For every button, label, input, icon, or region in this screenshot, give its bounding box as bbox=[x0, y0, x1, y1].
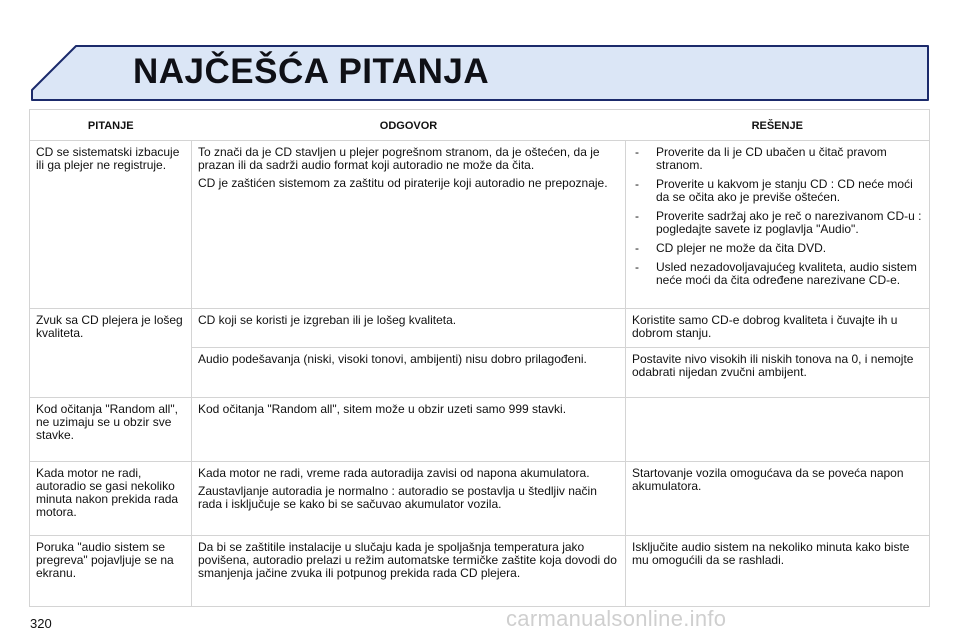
solution-cell bbox=[626, 141, 930, 309]
solution-cell: Startovanje vozila omogućava da se poveća napon akumulatora. bbox=[626, 462, 930, 536]
faq-table bbox=[29, 109, 930, 607]
solution-item: - CD plejer ne može da čita DVD. bbox=[632, 242, 923, 255]
solution-cell: Koristite samo CD-e dobrog kvaliteta i čuvajte ih u dobrom stanju. bbox=[626, 309, 930, 347]
header-solution: REŠENJE bbox=[626, 110, 930, 141]
page-title: NAJČEŠĆA PITANJA bbox=[133, 52, 490, 91]
answer-cell: Audio podešavanja (niski, visoki tonovi, ambijenti) nisu dobro prilagođeni. bbox=[192, 347, 626, 398]
answer-cell bbox=[192, 462, 626, 536]
question-cell: Zvuk sa CD plejera je lošeg kvaliteta. bbox=[30, 309, 192, 398]
watermark: carmanualsonline.info bbox=[506, 606, 727, 631]
table-row bbox=[30, 141, 930, 309]
table-row bbox=[30, 536, 930, 607]
table-row bbox=[30, 309, 930, 347]
answer-cell: CD koji se koristi je izgreban ili je lošeg kvaliteta. bbox=[192, 309, 626, 347]
question-cell: Kada motor ne radi, autoradio se gasi nekoliko minuta nakon prekida rada motora. bbox=[30, 462, 192, 536]
question-cell: Poruka "audio sistem se pregreva" pojavljuje se na ekranu. bbox=[30, 536, 192, 607]
header-answer: ODGOVOR bbox=[192, 110, 626, 141]
answer-paragraph: To znači da je CD stavljen u plejer pogrešnom stranom, da je oštećen, da je prazan ili da sadrži audio format koji autoradio ne može da čita. bbox=[198, 145, 600, 172]
table-row bbox=[30, 462, 930, 536]
solution-item: - Usled nezadovoljavajućeg kvaliteta, audio sistem neće moći da čita određene narezivane CD-e. bbox=[632, 261, 923, 287]
answer-paragraph: Zaustavljanje autoradia je normalno : autoradio se postavlja u štedljiv način rada i isključuje se kako bi se sačuvao akumulator vozila. bbox=[198, 484, 597, 512]
answer-cell bbox=[192, 141, 626, 309]
solution-cell: Postavite nivo visokih ili niskih tonova na 0, i nemojte odabrati nijedan zvučni ambijent. bbox=[626, 347, 930, 398]
question-cell: CD se sistematski izbacuje ili ga plejer ne registruje. bbox=[30, 141, 192, 309]
answer-cell: Da bi se zaštitile instalacije u slučaju kada je spoljašnja temperatura jako povišena, autoradio prelazi u režim automatske termičke zaštite koja dovodi do smanjenja jačine zvuka ili potpunog prekida rada CD plejera. bbox=[192, 536, 626, 607]
table-header-row bbox=[30, 110, 930, 141]
solution-item: - Proverite sadržaj ako je reč o narezivanom CD-u : pogledajte savete iz poglavlja "Audio". bbox=[632, 210, 923, 236]
answer-cell: Kod očitanja "Random all", sitem može u obzir uzeti samo 999 stavki. bbox=[192, 398, 626, 462]
header-question: PITANJE bbox=[30, 110, 192, 141]
table-row bbox=[30, 398, 930, 462]
solution-cell: Isključite audio sistem na nekoliko minuta kako biste mu omogućili da se rashladi. bbox=[626, 536, 930, 607]
solution-cell bbox=[626, 398, 930, 462]
solution-item: - Proverite u kakvom je stanju CD : CD neće moći da se očita ako je previše oštećen. bbox=[632, 178, 923, 204]
solution-list bbox=[632, 146, 923, 287]
answer-paragraph: CD je zaštićen sistemom za zaštitu od piraterije koji autoradio ne prepoznaje. bbox=[198, 176, 608, 190]
solution-item: - Proverite da li je CD ubačen u čitač pravom stranom. bbox=[632, 146, 923, 172]
answer-paragraph: Kada motor ne radi, vreme rada autoradija zavisi od napona akumulatora. bbox=[198, 466, 590, 481]
question-cell: Kod očitanja "Random all", ne uzimaju se u obzir sve stavke. bbox=[30, 398, 192, 462]
page-number: 320 bbox=[30, 616, 52, 631]
